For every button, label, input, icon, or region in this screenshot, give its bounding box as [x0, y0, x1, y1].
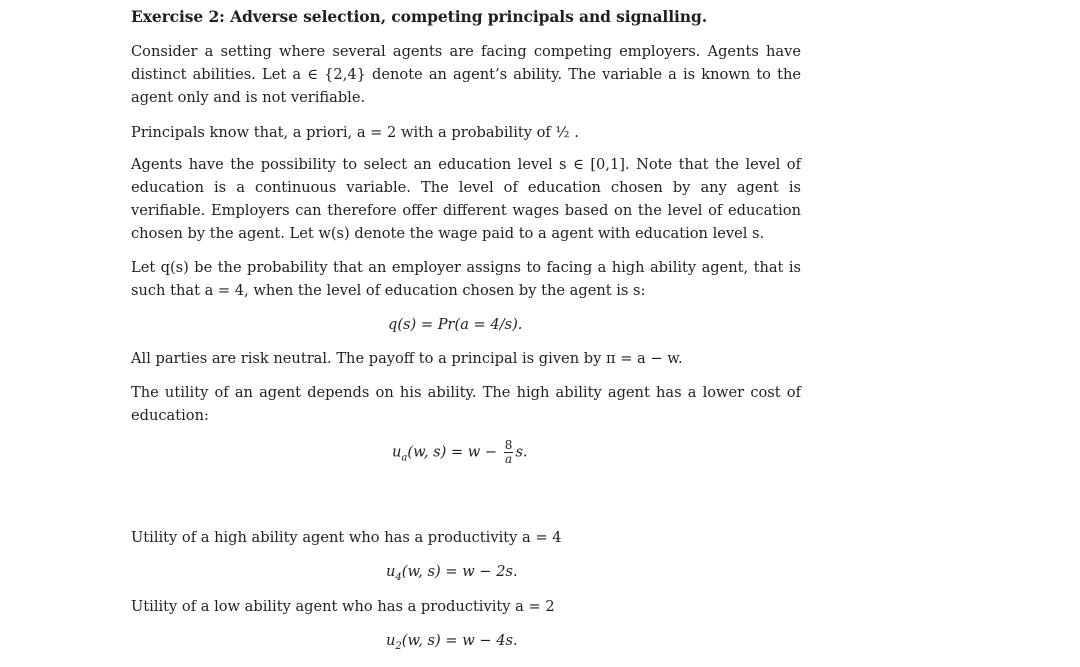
paragraph-prior: Principals know that, a priori, a = 2 with a probability of ½ . [131, 124, 579, 141]
eq-subscript: 4 [395, 571, 402, 583]
paragraph-line: education: [131, 407, 209, 424]
equation-utility-high [386, 563, 518, 583]
paragraph-low-ability: Utility of a low ability agent who has a productivity a = 2 [131, 598, 555, 615]
fraction-denominator: a [505, 452, 513, 466]
paragraph-education [131, 153, 801, 245]
eq-subscript: a [401, 452, 408, 464]
paragraph-risk-neutral: All parties are risk neutral. The payoff to a principal is given by π = a − w. [131, 350, 683, 367]
paragraph-line: verifiable. Employers can therefore offer different wages based on the level of education [131, 202, 801, 219]
paragraph-line: education is a continuous variable. The level of education chosen by any agent is [131, 179, 801, 196]
paragraph-line: chosen by the agent. Let w(s) denote the wage paid to a agent with education level s. [131, 225, 765, 242]
eq-args: (w, s) = w − [407, 443, 498, 461]
paragraph-line: agent only and is not verifiable. [131, 89, 366, 106]
eq-lhs: u [386, 632, 396, 649]
eq-rhs: (w, s) = w − 2s. [401, 563, 518, 580]
eq-rhs: (w, s) = w − 4s. [401, 632, 518, 649]
equation-belief: q(s) = Pr(a = 4/s). [388, 316, 523, 333]
fraction [504, 439, 514, 466]
paragraph-line: such that a = 4, when the level of education chosen by the agent is s: [131, 282, 646, 299]
paragraph-line: Consider a setting where several agents are facing competing employers. Agents have [131, 43, 801, 60]
eq-lhs: u [392, 443, 402, 461]
paragraph-line: distinct abilities. Let a ∈ {2,4} denote an agent’s ability. The variable a is known to the [131, 66, 801, 83]
equation-utility-low [386, 632, 518, 652]
eq-tail: s. [515, 443, 528, 461]
eq-lhs: u [386, 563, 396, 580]
paragraph-line: The utility of an agent depends on his ability. The high ability agent has a lower cost of [131, 384, 801, 401]
paragraph-setting [131, 40, 801, 109]
paragraph-line: Let q(s) be the probability that an employer assigns to facing a high ability agent, that is [131, 259, 801, 276]
exercise-title: Exercise 2: Adverse selection, competing principals and signalling. [131, 7, 707, 26]
equation-utility-general [392, 439, 528, 466]
eq-subscript: 2 [395, 640, 402, 652]
paragraph-utility [131, 381, 801, 427]
paragraph-high-ability: Utility of a high ability agent who has a productivity a = 4 [131, 529, 562, 546]
paragraph-line: Agents have the possibility to select an education level s ∈ [0,1]. Note that the level of [131, 156, 801, 173]
fraction-numerator: 8 [504, 438, 513, 452]
paragraph-belief [131, 256, 801, 302]
